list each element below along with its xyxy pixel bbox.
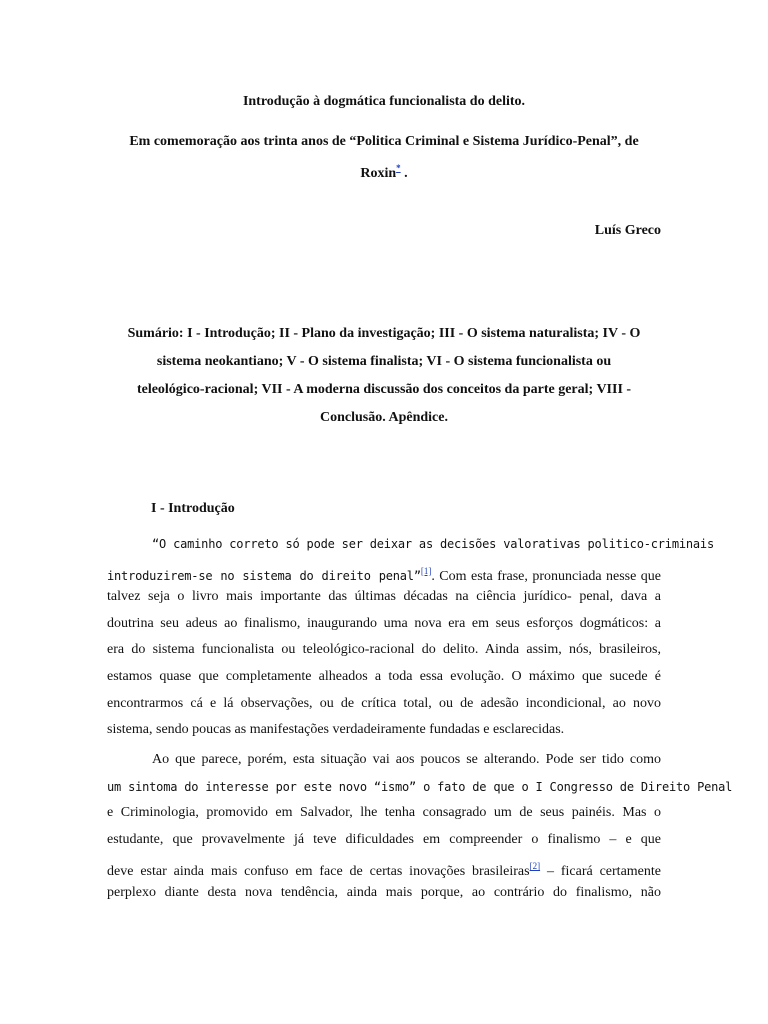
paragraph-line: era do sistema funcionalista ou teleológico-racional do delito. Ainda assim, nós, brasileiros, xyxy=(107,642,661,658)
subtitle-end: . xyxy=(400,166,408,181)
subtitle-line-1: Em comemoração aos trinta anos de “Politica Criminal e Sistema Jurídico-Penal”, de xyxy=(129,134,639,149)
paragraph-line: encontrarmos cá e lá observações, ou de crítica total, ou de adesão incondicional, ao novo xyxy=(107,695,661,711)
paragraph-line: doutrina seu adeus ao finalismo, inaugurando uma nova era em seus esforços dogmáticos: a xyxy=(107,615,661,631)
document-title: Introdução à dogmática funcionalista do delito. xyxy=(242,94,526,109)
footnote-link-star[interactable]: * xyxy=(396,163,401,173)
paragraph-line: um sintoma do interesse por este novo “ismo” o fato de que o I Congresso de Direito Penal xyxy=(107,779,733,794)
document-subtitle xyxy=(107,129,661,187)
paragraph-line: deve estar ainda mais confuso em face de certas inovações brasileiras[2] – ficará certamente xyxy=(107,861,661,880)
author-name: Luís Greco xyxy=(594,223,661,238)
footnote-link-2[interactable]: [2] xyxy=(529,861,541,872)
paragraph-line: “O caminho correto só pode ser deixar as decisões valorativas politico-criminais xyxy=(152,537,714,551)
paragraph-line: estudante, que provavelmente já teve dificuldades em compreender o finalismo – e que xyxy=(107,831,661,847)
subtitle-line-2: Roxin xyxy=(360,166,397,181)
paragraph-line: Ao que parece, porém, esta situação vai aos poucos se alterando. Pode ser tido como xyxy=(152,752,661,767)
footnote-link-1[interactable]: [1] xyxy=(420,565,432,576)
summary-line: teleológico-racional; VII - A moderna discussão dos conceitos da parte geral; VIII - xyxy=(136,382,632,397)
paragraph-1 xyxy=(107,531,714,744)
summary-line: sistema neokantiano; V - O sistema finalista; VI - O sistema funcionalista ou xyxy=(156,354,612,369)
paragraph-line: e Criminologia, promovido em Salvador, lhe tenha consagrado um de seus painéis. Mas o xyxy=(107,805,661,821)
summary-line: Conclusão. Apêndice. xyxy=(320,410,448,425)
paragraph-line: talvez seja o livro mais importante das últimas décadas na ciência jurídico- penal, dava a xyxy=(107,589,661,605)
paragraph-2 xyxy=(107,747,733,907)
paragraph-line: perplexo diante desta nova tendência, ainda mais porque, ao contrário do finalismo, não xyxy=(107,884,661,900)
summary xyxy=(107,320,661,432)
paragraph-line: estamos quase que completamente alheados a toda essa evolução. O máximo que sucede é xyxy=(107,668,661,684)
paragraph-line: introduzirem-se no sistema do direito penal”[1]. Com esta frase, pronunciada nesse que xyxy=(107,565,661,584)
paragraph-line: sistema, sendo poucas as manifestações verdadeiramente fundadas e esclarecidas. xyxy=(107,722,565,738)
summary-line: Sumário: I - Introdução; II - Plano da investigação; III - O sistema naturalista; IV - O xyxy=(127,326,641,341)
section-heading: I - Introdução xyxy=(151,501,235,516)
